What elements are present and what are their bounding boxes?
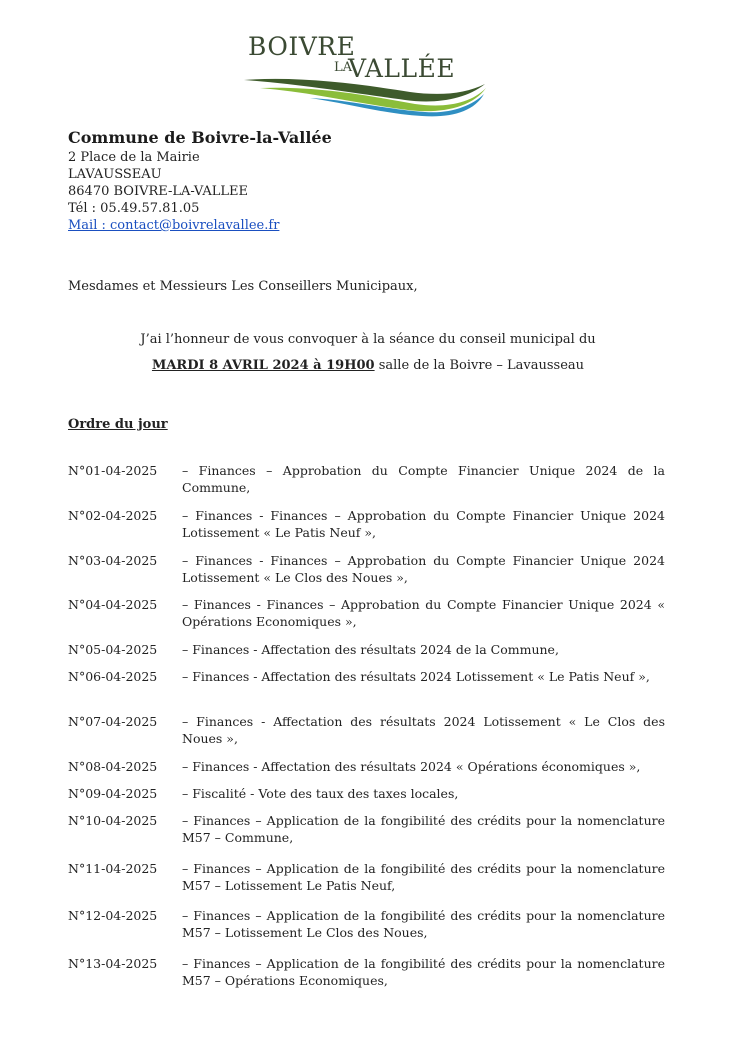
agenda-item-number: N°04-04-2025 bbox=[68, 597, 158, 612]
meeting-date-line bbox=[68, 358, 668, 373]
logo-word-boivre: BOIVRE bbox=[248, 32, 356, 61]
agenda-item-text: – Finances - Affectation des résultats 2024 de la Commune, bbox=[182, 642, 559, 657]
meeting-place: salle de la Boivre – Lavausseau bbox=[374, 358, 585, 373]
address-line-3: 86470 BOIVRE-LA-VALLEE bbox=[68, 184, 248, 199]
meeting-date: MARDI 8 AVRIL 2024 à 19H00 bbox=[151, 358, 375, 373]
agenda-item-text: – Finances – Application de la fongibilité des crédits pour la nomenclature M57 – Lotissement Le Patis Neuf, bbox=[182, 861, 665, 893]
address-line-1: 2 Place de la Mairie bbox=[68, 150, 200, 165]
agenda-item-text: – Finances - Affectation des résultats 2024 « Opérations économiques », bbox=[182, 759, 641, 774]
agenda-item-text: – Fiscalité - Vote des taux des taxes locales, bbox=[182, 786, 459, 801]
agenda-item bbox=[68, 758, 665, 775]
agenda-item bbox=[68, 907, 665, 941]
agenda-item-number: N°13-04-2025 bbox=[68, 956, 158, 971]
commune-name: Commune de Boivre-la-Vallée bbox=[68, 128, 332, 147]
agenda-item bbox=[68, 507, 665, 541]
agenda-item bbox=[68, 955, 665, 989]
agenda-item-number: N°02-04-2025 bbox=[68, 508, 158, 523]
agenda-item-number: N°11-04-2025 bbox=[68, 861, 158, 876]
agenda-item-number: N°03-04-2025 bbox=[68, 553, 158, 568]
agenda-item bbox=[68, 812, 665, 846]
agenda-item bbox=[68, 596, 665, 630]
agenda-item bbox=[68, 860, 665, 894]
agenda-item-number: N°01-04-2025 bbox=[68, 463, 158, 478]
agenda-item-text: – Finances - Finances – Approbation du Compte Financier Unique 2024 Lotissement « Le Patis Neuf », bbox=[182, 508, 665, 540]
agenda-item bbox=[68, 641, 665, 658]
mail-link[interactable]: Mail : contact@boivrelavallee.fr bbox=[68, 218, 280, 233]
agenda-item bbox=[68, 713, 665, 747]
agenda-item-text: – Finances – Approbation du Compte Financier Unique 2024 de la Commune, bbox=[182, 463, 665, 495]
agenda-item bbox=[68, 785, 665, 802]
logo-wave-icon bbox=[240, 74, 490, 118]
agenda-item-text: – Finances - Finances – Approbation du Compte Financier Unique 2024 Lotissement « Le Clos des Noues », bbox=[182, 553, 665, 585]
agenda-item-number: N°07-04-2025 bbox=[68, 714, 158, 729]
commune-logo bbox=[240, 26, 490, 118]
agenda-item-text: – Finances – Application de la fongibilité des crédits pour la nomenclature M57 – Commune, bbox=[182, 813, 665, 845]
address-line-2: LAVAUSSEAU bbox=[68, 167, 162, 182]
agenda-item bbox=[68, 668, 665, 685]
agenda-title: Ordre du jour bbox=[68, 417, 168, 432]
agenda-item bbox=[68, 462, 665, 496]
agenda-item-number: N°09-04-2025 bbox=[68, 786, 158, 801]
agenda-item-text: – Finances - Affectation des résultats 2024 Lotissement « Le Patis Neuf », bbox=[182, 669, 650, 684]
agenda-item-text: – Finances - Finances – Approbation du Compte Financier Unique 2024 « Opérations Economiques », bbox=[182, 597, 665, 629]
phone-line: Tél : 05.49.57.81.05 bbox=[68, 201, 200, 216]
agenda-item-number: N°05-04-2025 bbox=[68, 642, 158, 657]
agenda-item-text: – Finances – Application de la fongibilité des crédits pour la nomenclature M57 – Opérations Economiques, bbox=[182, 956, 665, 988]
intro-line: J’ai l’honneur de vous convoquer à la séance du conseil municipal du bbox=[140, 332, 596, 347]
logo-word-vallee: VALLÉE bbox=[348, 54, 456, 83]
logo-word-la: LA bbox=[334, 60, 353, 75]
greeting: Mesdames et Messieurs Les Conseillers Municipaux, bbox=[68, 279, 418, 294]
sender-block bbox=[68, 128, 332, 234]
agenda-item-number: N°06-04-2025 bbox=[68, 669, 158, 684]
agenda-item-number: N°08-04-2025 bbox=[68, 759, 158, 774]
agenda-item-number: N°12-04-2025 bbox=[68, 908, 158, 923]
agenda-item-text: – Finances - Affectation des résultats 2024 Lotissement « Le Clos des Noues », bbox=[182, 714, 665, 746]
agenda-item bbox=[68, 552, 665, 586]
agenda-item-number: N°10-04-2025 bbox=[68, 813, 158, 828]
agenda-item-text: – Finances – Application de la fongibilité des crédits pour la nomenclature M57 – Lotissement Le Clos des Noues, bbox=[182, 908, 665, 940]
